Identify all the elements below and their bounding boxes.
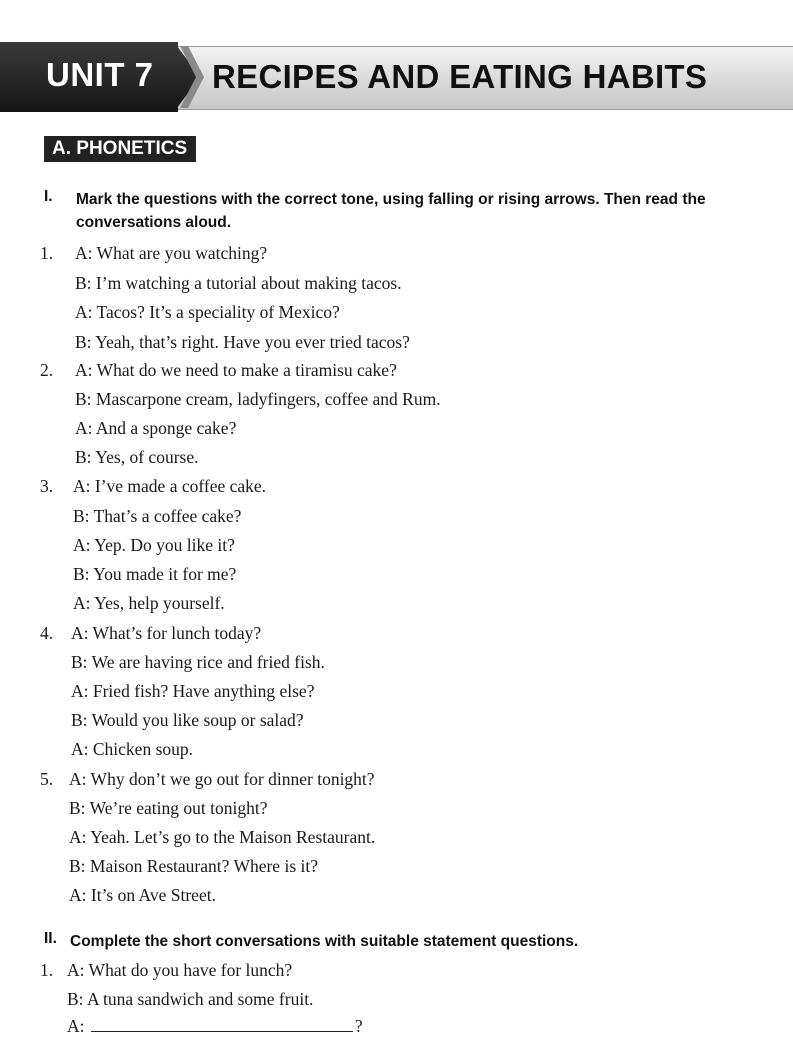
dialogue-line: A: What’s for lunch today? bbox=[71, 623, 262, 643]
dialogue-line: B: Would you like soup or salad? bbox=[71, 710, 304, 730]
dialogue-line: A: What do you have for lunch? bbox=[67, 960, 293, 980]
dialogue-line: B: I’m watching a tutorial about making tacos. bbox=[75, 273, 402, 293]
dialogue-line: B: Mascarpone cream, ladyfingers, coffee and Rum. bbox=[75, 389, 441, 409]
chevron-right-icon bbox=[160, 42, 210, 112]
exercise-2-text: Complete the short conversations with suitable statement questions. bbox=[70, 933, 579, 950]
dialogue-line: B: Maison Restaurant? Where is it? bbox=[69, 856, 318, 876]
item-number: 5. bbox=[40, 769, 54, 789]
dialogue-line: A: I’ve made a coffee cake. bbox=[73, 476, 267, 496]
dialogue-line: A: Chicken soup. bbox=[71, 739, 194, 759]
dialogue-line: B: We’re eating out tonight? bbox=[69, 798, 268, 818]
item-number: 2. bbox=[40, 360, 54, 380]
unit-number: UNIT 7 bbox=[46, 56, 154, 93]
dialogue-line: A: Yep. Do you like it? bbox=[73, 535, 235, 555]
dialogue-line: B: A tuna sandwich and some fruit. bbox=[67, 989, 314, 1009]
answer-blank[interactable] bbox=[91, 1015, 353, 1032]
dialogue-line: A: What do we need to make a tiramisu cake? bbox=[75, 360, 397, 380]
dialogue-line: A: Tacos? It’s a speciality of Mexico? bbox=[75, 302, 340, 322]
exercise-1-text: Mark the questions with the correct tone, using falling or rising arrows. Then read the conversations aloud. bbox=[76, 191, 706, 231]
dialogue-line: B: Yeah, that’s right. Have you ever tried tacos? bbox=[75, 332, 410, 352]
dialogue-line: A: It’s on Ave Street. bbox=[69, 885, 216, 905]
item-number: 1. bbox=[40, 960, 54, 980]
item-number: 3. bbox=[40, 476, 54, 496]
dialogue-line: B: Yes, of course. bbox=[75, 447, 199, 467]
unit-banner bbox=[0, 42, 793, 112]
item-number: 1. bbox=[40, 243, 54, 263]
dialogue-line: A: What are you watching? bbox=[75, 243, 268, 263]
answer-speaker: A: bbox=[67, 1016, 85, 1036]
dialogue-line: B: We are having rice and fried fish. bbox=[71, 652, 325, 672]
item-number: 4. bbox=[40, 623, 54, 643]
section-badge: A. PHONETICS bbox=[44, 136, 196, 162]
dialogue-line: A: Yes, help yourself. bbox=[73, 593, 225, 613]
dialogue-line: A: Yeah. Let’s go to the Maison Restaurant. bbox=[69, 827, 376, 847]
answer-question-mark: ? bbox=[354, 1016, 363, 1036]
dialogue-line: A: And a sponge cake? bbox=[75, 418, 237, 438]
dialogue-line: A: Why don’t we go out for dinner tonight? bbox=[69, 769, 375, 789]
exercise-1-number: I. bbox=[44, 188, 53, 205]
dialogue-line: A: Fried fish? Have anything else? bbox=[71, 681, 315, 701]
dialogue-line: B: You made it for me? bbox=[73, 564, 237, 584]
dialogue-line: B: That’s a coffee cake? bbox=[73, 506, 242, 526]
exercise-2-number: II. bbox=[44, 930, 57, 947]
unit-title: RECIPES AND EATING HABITS bbox=[212, 58, 708, 95]
answer-row bbox=[67, 1015, 363, 1037]
